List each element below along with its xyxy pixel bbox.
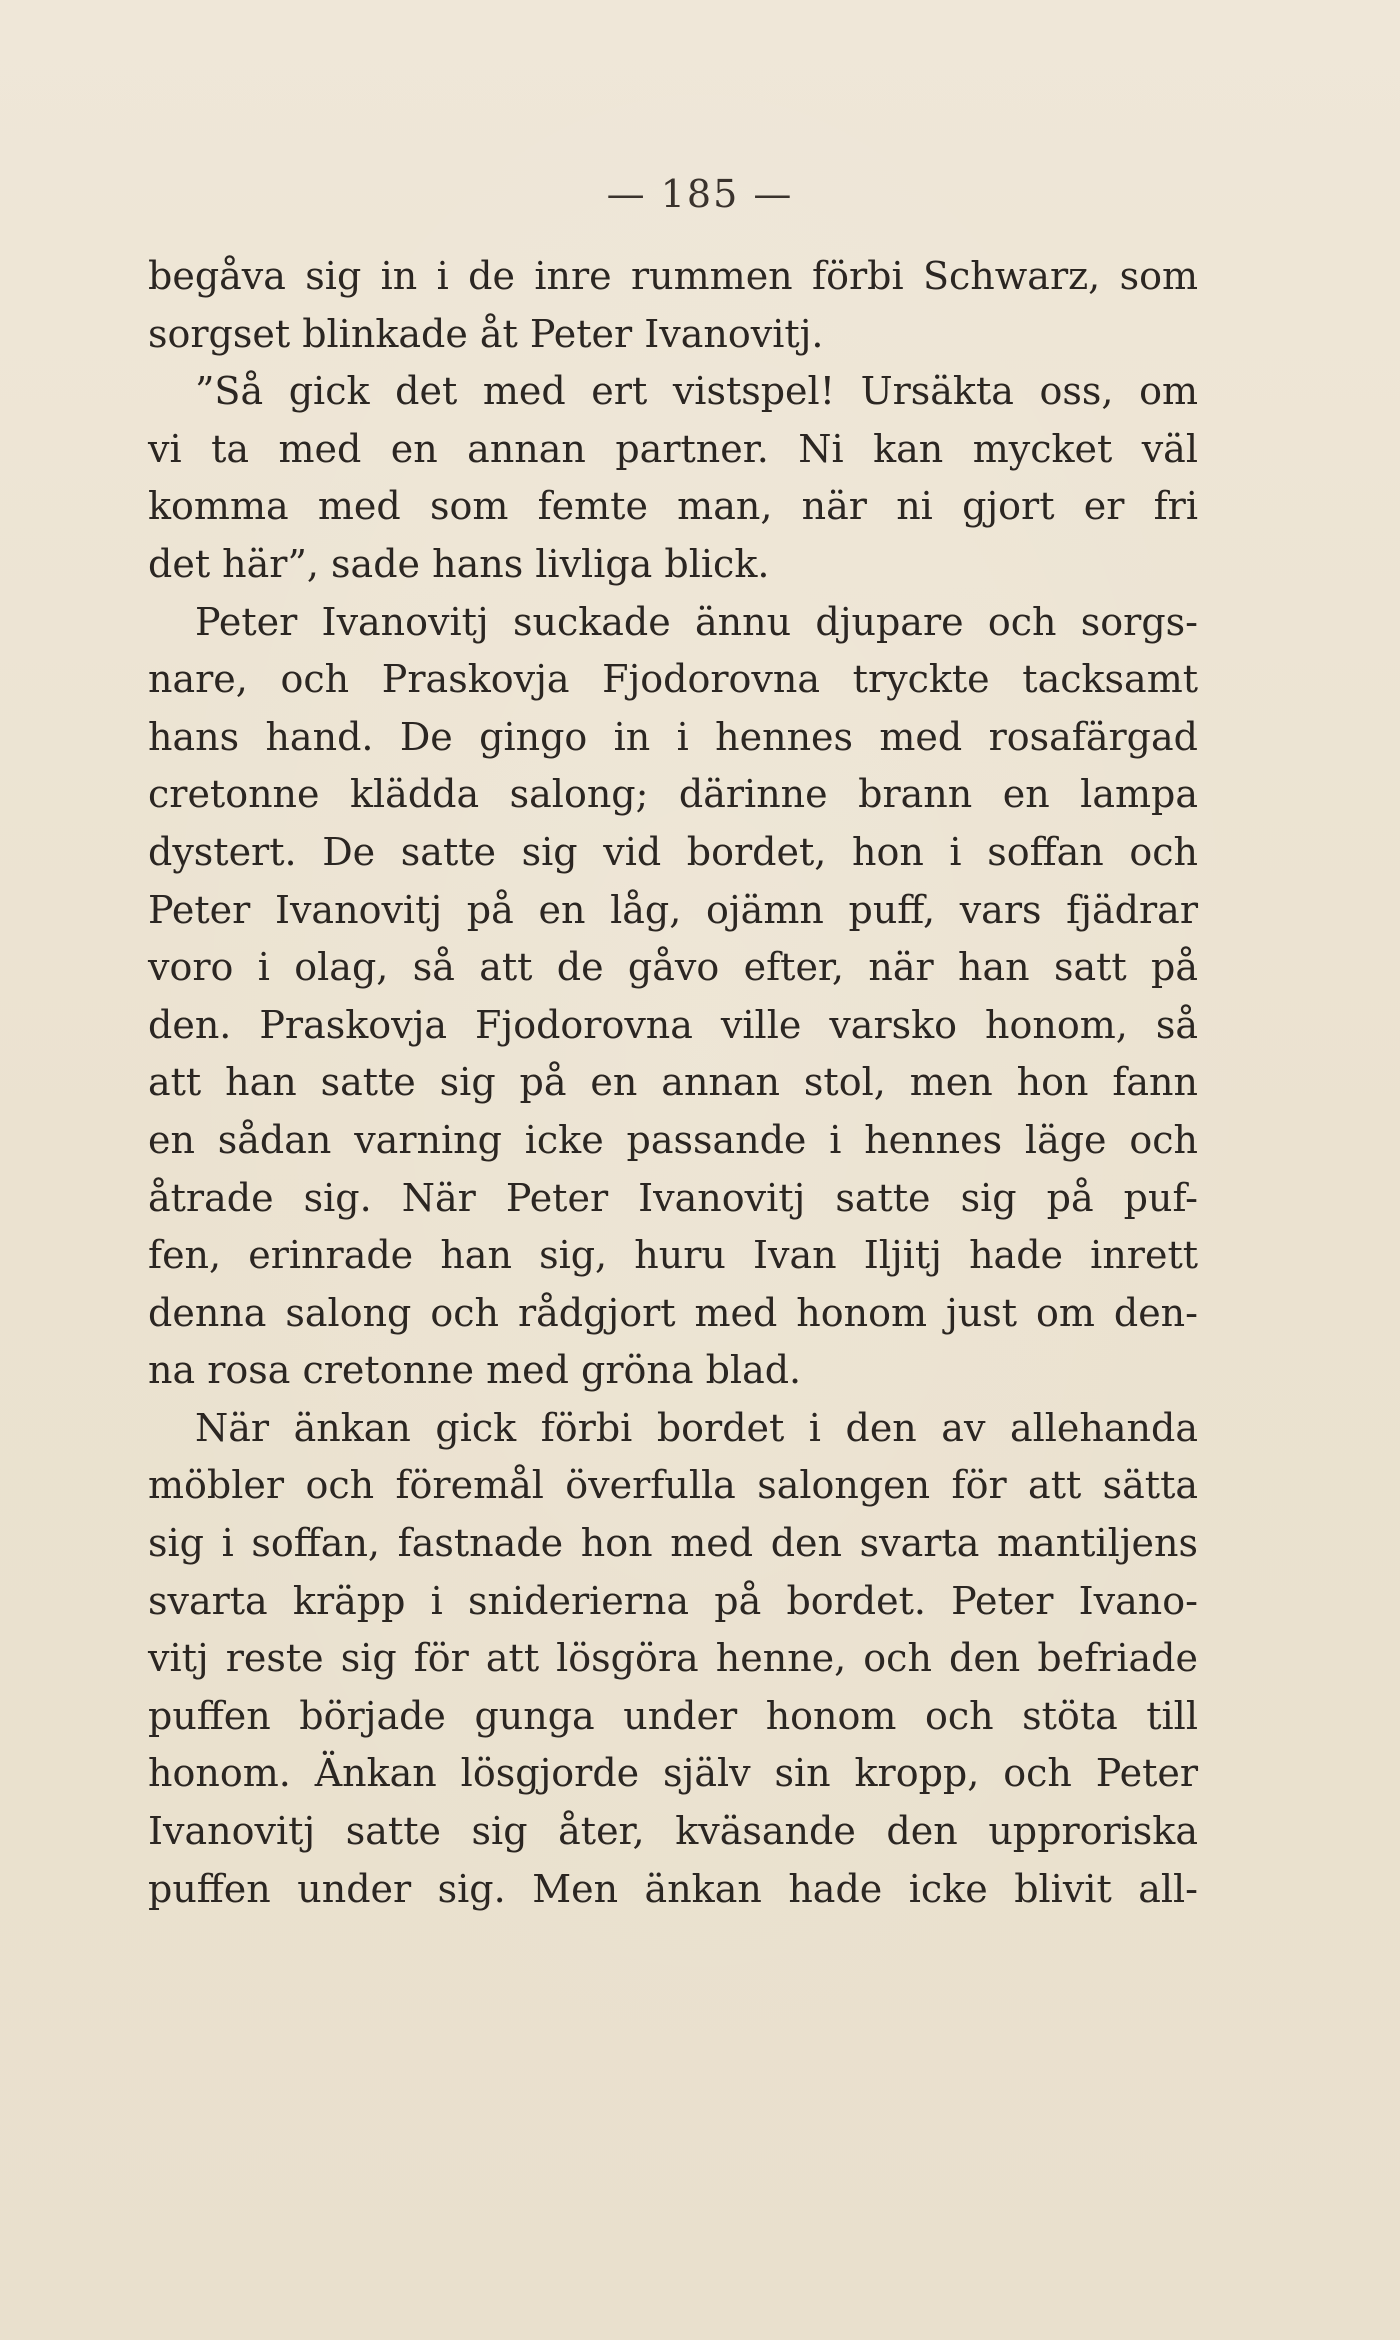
text-line: det här”, sade hans livliga blick. xyxy=(148,541,770,586)
text-line: vi ta med en annan partner. Ni kan mycket väl xyxy=(148,426,1198,471)
text-line: nare, och Praskovja Fjodorovna tryckte tacksamt xyxy=(148,657,1198,702)
text-line: honom. Änkan lösgjorde själv sin kropp, och Peter xyxy=(148,1751,1198,1796)
text-line: na rosa cretonne med gröna blad. xyxy=(148,1348,802,1393)
text-line: fen, erinrade han sig, huru Ivan Iljitj hade inrett xyxy=(148,1233,1198,1278)
body-text xyxy=(148,248,1198,1918)
text-line: att han satte sig på en annan stol, men hon fann xyxy=(148,1060,1198,1105)
text-line: puffen började gunga under honom och stöta till xyxy=(148,1693,1198,1738)
text-line: vitj reste sig för att lösgöra henne, och den befriade xyxy=(148,1636,1198,1681)
text-line: komma med som femte man, när ni gjort er fri xyxy=(148,484,1198,529)
text-line: voro i olag, så att de gåvo efter, när han satt på xyxy=(148,945,1198,990)
text-line: denna salong och rådgjort med honom just om den- xyxy=(148,1290,1198,1335)
text-line: dystert. De satte sig vid bordet, hon i soffan och xyxy=(148,829,1198,874)
text-line: puffen under sig. Men änkan hade icke blivit all- xyxy=(148,1866,1198,1911)
text-line: möbler och föremål överfulla salongen för att sätta xyxy=(148,1463,1198,1508)
text-line: Ivanovitj satte sig åter, kväsande den upproriska xyxy=(148,1809,1198,1854)
text-line: begåva sig in i de inre rummen förbi Schwarz, som xyxy=(148,254,1198,298)
text-line: Peter Ivanovitj suckade ännu djupare och sorgs- xyxy=(195,599,1198,644)
text-line: sorgset blinkade åt Peter Ivanovitj. xyxy=(148,311,824,356)
text-line: Peter Ivanovitj på en låg, ojämn puff, vars fjädrar xyxy=(148,887,1198,932)
text-line: cretonne klädda salong; därinne brann en lampa xyxy=(148,772,1198,817)
text-line: hans hand. De gingo in i hennes med rosafärgad xyxy=(148,714,1198,759)
page-number: — 185 — xyxy=(606,172,794,216)
text-line: den. Praskovja Fjodorovna ville varsko honom, så xyxy=(148,1002,1198,1047)
text-line: sig i soffan, fastnade hon med den svarta mantiljens xyxy=(148,1521,1198,1566)
text-line: åtrade sig. När Peter Ivanovitj satte sig på puf- xyxy=(148,1175,1198,1220)
text-line: svarta kräpp i sniderierna på bordet. Peter Ivano- xyxy=(148,1578,1198,1623)
text-line: När änkan gick förbi bordet i den av allehanda xyxy=(195,1405,1198,1450)
text-line: en sådan varning icke passande i hennes läge och xyxy=(148,1117,1198,1162)
text-line: ”Så gick det med ert vistspel! Ursäkta oss, om xyxy=(195,369,1198,414)
